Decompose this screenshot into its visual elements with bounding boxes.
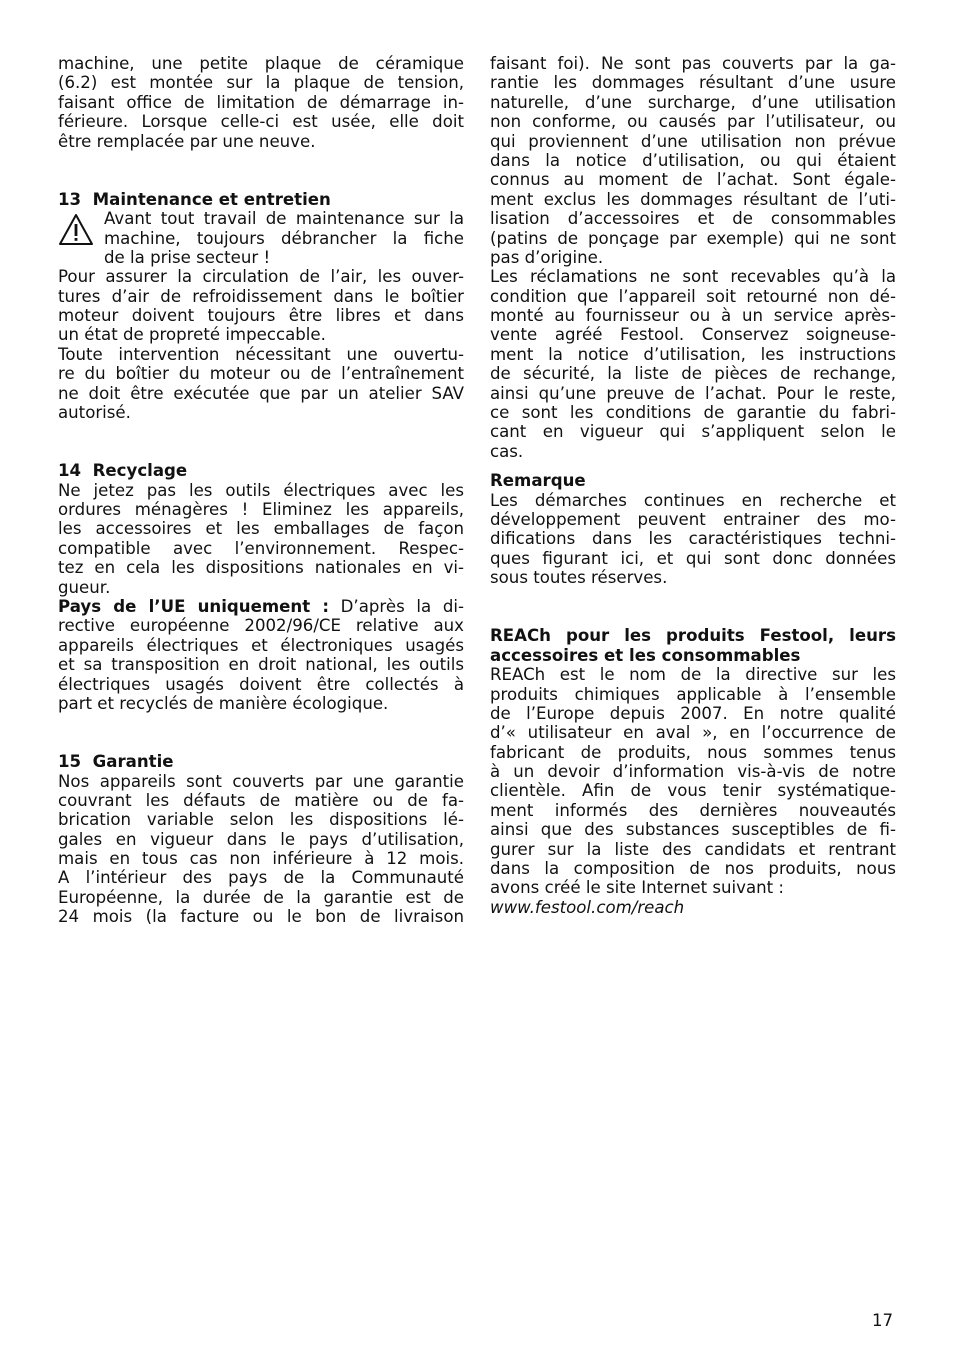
text-line: d’« utilisateur en aval », en l’occurrence de (490, 723, 896, 743)
text-line: clientèle. Afin de vous tenir systématique- (490, 781, 896, 801)
text-line: tez en cela les dispositions nationales en vi- (58, 558, 464, 578)
text-line: (6.2) est montée sur la plaque de tension, (58, 73, 464, 93)
text-line: naturelle, d’une surcharge, d’une utilisation (490, 92, 896, 112)
text-line: être remplacée par une neuve. (58, 131, 316, 151)
eu-only-text: D’après la di- (328, 596, 464, 616)
text-line: monté au fournisseur ou à un service après- (490, 306, 896, 326)
section-15-heading: 15 Garantie (58, 752, 174, 772)
reach-heading: accessoires et les consommables (490, 645, 801, 665)
text-line: cas. (490, 441, 524, 461)
text-line: férieure. Lorsque celle-ci est usée, elle doit (58, 112, 464, 132)
reach-section (490, 626, 896, 917)
text-line: cant en vigueur qui s’appliquent selon le (490, 422, 896, 442)
text-line: ainsi qu’une preuve de l’achat. Pour le reste, (490, 383, 896, 403)
warning-line: Avant tout travail de maintenance sur la (104, 209, 464, 229)
text-line: pas d’origine. (490, 247, 604, 267)
text-line: moteur doivent toujours être libres et dans (58, 306, 464, 326)
text-line: ce sont les conditions de garantie du fabri- (490, 403, 896, 423)
text-line: faisant foi). Ne sont pas couverts par la ga- (490, 54, 896, 73)
warning-line: machine, toujours débrancher la fiche (104, 228, 464, 248)
section-13-heading: 13 Maintenance et entretien (58, 189, 331, 209)
warranty-continued (490, 54, 896, 461)
text-line: 24 mois (la facture ou le bon de livraison (58, 907, 464, 927)
text-line: ment la notice d’utilisation, les instructions (490, 344, 896, 364)
text-line: rective européenne 2002/96/CE relative aux (58, 616, 464, 636)
text-line: les accessoires et les emballages de façon (58, 519, 464, 539)
intro-paragraph (58, 54, 464, 151)
text-line: A l’intérieur des pays de la Communauté (58, 868, 464, 888)
left-column (58, 54, 464, 927)
text-line: gales en vigueur dans le pays d’utilisation, (58, 829, 464, 849)
text-line: électriques usagés doivent être collectés à (58, 674, 464, 694)
text-line: un état de propreté impeccable. (58, 325, 326, 345)
text-line: dans la notice d’utilisation, ou qui étaient (490, 150, 896, 170)
text-line: Nos appareils sont couverts par une garantie (58, 771, 464, 791)
text-line: tures d’air de refroidissement dans le boîtier (58, 286, 464, 306)
text-line: faisant office de limitation de démarrage in- (58, 92, 464, 112)
warning-triangle-icon (58, 213, 94, 247)
text-line: connus au moment de l’achat. Sont égale- (490, 170, 896, 190)
text-line: ques figurant ici, et qui sont donc données (490, 548, 896, 568)
text-line: Les démarches continues en recherche et (490, 490, 896, 510)
text-line: difications dans les caractéristiques techni- (490, 529, 896, 549)
text-line: REACh est le nom de la directive sur les (490, 665, 896, 685)
text-line: ment exclus les dommages résultant de l’uti- (490, 189, 896, 209)
section-13 (58, 190, 464, 423)
section-15 (58, 752, 464, 927)
text-line: qui proviennent d’une utilisation non prévue (490, 131, 896, 151)
reach-link[interactable]: www.festool.com/reach (490, 897, 685, 917)
text-line: lisation d’accessoires et de consommables (490, 209, 896, 229)
text-line: de l’Europe depuis 2007. En notre qualité (490, 703, 896, 723)
text-line: gurer sur la liste des candidats et rentrant (490, 839, 896, 859)
text-line: autorisé. (58, 403, 131, 423)
text-line: fabricant de produits, nous sommes tenus (490, 742, 896, 762)
text-line: brication variable selon les dispositions lé- (58, 810, 464, 830)
warning-line: de la prise secteur ! (104, 247, 271, 267)
text-line: dans la composition de nos produits, nous (490, 859, 896, 879)
right-column (490, 54, 896, 917)
eu-only-line (58, 597, 464, 616)
text-line: vente agréé Festool. Conservez soigneuse- (490, 325, 896, 345)
text-line: Toute intervention nécessitant une ouvertu- (58, 344, 464, 364)
text-line: (patins de ponçage par exemple) qui ne sont (490, 228, 896, 248)
text-line: avons créé le site Internet suivant : (490, 878, 785, 898)
text-line: Les réclamations ne sont recevables qu’à la (490, 267, 896, 287)
text-line: Ne jetez pas les outils électriques avec les (58, 480, 464, 500)
text-line: re du boîtier du moteur ou de l’entraînement (58, 364, 464, 384)
text-line: non conforme, ou causés par l’utilisateur, ou (490, 112, 896, 132)
remark-heading: Remarque (490, 471, 586, 491)
text-line: Pour assurer la circulation de l’air, les ouver- (58, 267, 464, 287)
text-line: sous toutes réserves. (490, 568, 668, 588)
text-line: rantie les dommages résultant d’une usure (490, 73, 896, 93)
text-line: compatible avec l’environnement. Respec- (58, 538, 464, 558)
text-line: appareils électriques et électroniques usagés (58, 635, 464, 655)
text-line: ne doit être exécutée que par un atelier SAV (58, 383, 464, 403)
text-line: de sécurité, la liste de pièces de rechange, (490, 364, 896, 384)
text-line: et sa transposition en droit national, les outils (58, 655, 464, 675)
warning-notice (58, 209, 464, 267)
text-line: mais en tous cas non inférieure à 12 mois. (58, 849, 464, 869)
page-number: 17 (872, 1311, 894, 1330)
text-line: ainsi que des substances susceptibles de fi- (490, 820, 896, 840)
text-line: condition que l’appareil soit retourné non dé- (490, 286, 896, 306)
section-14-heading: 14 Recyclage (58, 461, 188, 481)
text-line: Européenne, la durée de la garantie est de (58, 887, 464, 907)
text-line: ment informés des dernières nouveautés (490, 800, 896, 820)
text-line: machine, une petite plaque de céramique (58, 54, 464, 73)
section-14 (58, 461, 464, 713)
eu-only-label: Pays de l’UE uniquement : (58, 596, 329, 616)
text-line: part et recyclés de manière écologique. (58, 693, 389, 713)
remark-section (490, 471, 896, 587)
text-line: gueur. (58, 577, 111, 597)
text-line: couvrant les défauts de matière ou de fa- (58, 790, 464, 810)
text-line: à un devoir d’information vis-à-vis de notre (490, 762, 896, 782)
text-line: ordures ménagères ! Eliminez les appareils, (58, 500, 464, 520)
text-line: produits chimiques applicable à l’ensemble (490, 684, 896, 704)
reach-heading: REACh pour les produits Festool, leurs (490, 626, 896, 646)
text-line: développement peuvent entrainer des mo- (490, 509, 896, 529)
